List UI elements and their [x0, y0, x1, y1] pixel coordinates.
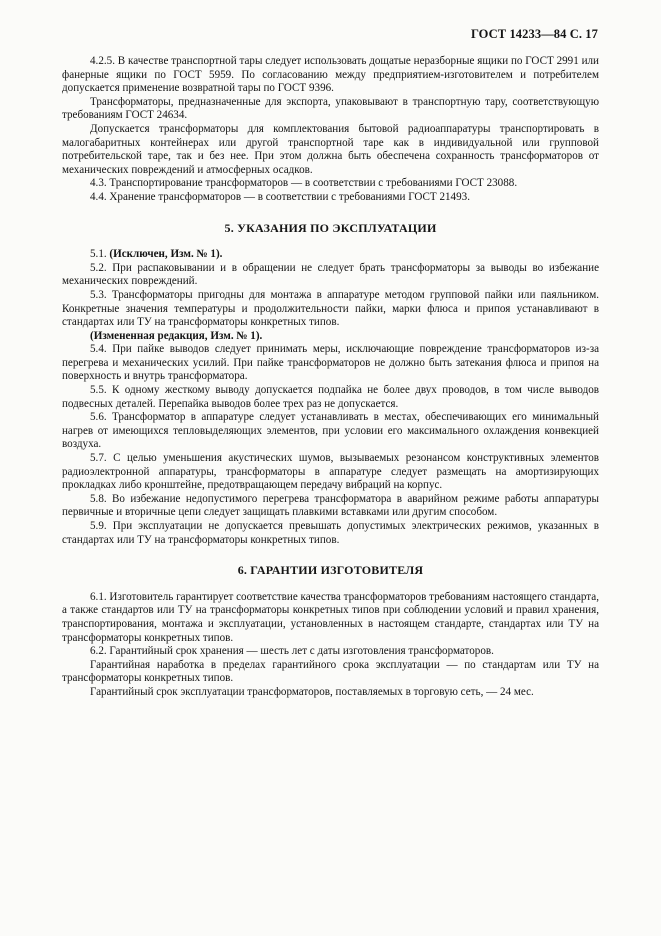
paragraph-5-9: 5.9. При эксплуатации не допускается превышать допустимых электрических режимов, указанных в стандартах или ТУ на трансформаторы конкретных типов.	[62, 520, 599, 546]
paragraph-5-8: 5.8. Во избежание недопустимого перегрева трансформатора в аварийном режиме работы аппаратуры первичные и вторичные цепи следует защищать плавкими вставками или другим способом.	[62, 492, 599, 519]
paragraph-5-1-note: (Исключен, Изм. № 1).	[109, 248, 223, 261]
paragraph-5-2: 5.2. При распаковывании и в обращении не следует брать трансформаторы за выводы во избежание механических повреждений.	[62, 261, 599, 288]
paragraph-warranty-operation: Гарантийная наработка в пределах гарантийного срока эксплуатации — по стандартам или ТУ на трансформаторы конкретных типов.	[62, 658, 599, 685]
page-header: ГОСТ 14233—84 С. 17	[470, 27, 598, 41]
paragraph-4-3: 4.3. Транспортирование трансформаторов — в соответствии с требованиями ГОСТ 23088.	[90, 177, 518, 190]
paragraph-4-2-5: 4.2.5. В качестве транспортной тары следует использовать дощатые неразборные ящики по ГОСТ 2991 или фанерные ящики по ГОСТ 5959. По согласованию между предприятием-изготовителем и потребителем допускается применение возвратной тары по ГОСТ 9396.	[62, 55, 599, 95]
paragraph-6-1: 6.1. Изготовитель гарантирует соответствие качества трансформаторов требованиям настоящего стандарта, а также стандартов или ТУ на трансформаторы конкретных типов при соблюдении условий и правил хранения, транспортирования, монтажа и эксплуатации, установленных в настоящем стандарте, стандартах или ТУ на трансформаторы конкретных типов.	[62, 590, 599, 644]
paragraph-export: Трансформаторы, предназначенные для экспорта, упаковывают в транспортную тару, соответствующую требованиям ГОСТ 24634.	[62, 95, 599, 122]
section-5-heading: 5. УКАЗАНИЯ ПО ЭКСПЛУАТАЦИИ	[224, 220, 437, 235]
paragraph-5-7: 5.7. С целью уменьшения акустических шумов, вызываемых резонансом конструктивных элементов радиоэлектронной аппаратуры, трансформаторы в аппаратуре следует размещать на амортизирующих прокладках либо кронштейне, предотвращающем передачу вибраций на корпус.	[62, 452, 599, 492]
paragraph-5-5: 5.5. К одному жесткому выводу допускается подпайка не более двух проводов, в том числе выводов подвесных деталей. Перепайка выводов более трех раз не допускается.	[62, 384, 599, 410]
paragraph-5-3: 5.3. Трансформаторы пригодны для монтажа в аппаратуре методом групповой пайки или паяльником. Конкретные значения температуры и продолжительности пайки, марки флюса и припоя устанавливают в стандартах или ТУ на трансформаторы конкретных типов.	[62, 288, 599, 329]
paragraph-5-4: 5.4. При пайке выводов следует принимать меры, исключающие повреждение трансформаторов из-за перегрева и механических усилий. При пайке трансформаторов не должно быть затекания флюса и припоя на поверхность и внутрь трансформатора.	[62, 343, 599, 383]
paragraph-warranty-retail: Гарантийный срок эксплуатации трансформаторов, поставляемых в торговую сеть, — 24 мес.	[90, 685, 534, 698]
section-6-heading: 6. ГАРАНТИИ ИЗГОТОВИТЕЛЯ	[237, 563, 424, 578]
amendment-note: (Измененная редакция, Изм. № 1).	[90, 329, 263, 342]
paragraph-5-3-note	[62, 330, 599, 344]
document-body	[62, 55, 599, 700]
paragraph-5-6: 5.6. Трансформатор в аппаратуре следует устанавливать в местах, обеспечивающих его минимальный нагрев от имеющихся тепловыделяющих элементов, при условии его максимального охлаждения конвекцией воздуха.	[62, 411, 599, 451]
paragraph-household: Допускается трансформаторы для комплектования бытовой радиоаппаратуры транспортировать в малогабаритных контейнерах или другой транспортной таре как в индивидуальной или групповой потребительской таре, так и без нее. При этом должна быть обеспечена сохранность трансформаторов от механических повреждений и атмосферных осадков.	[62, 122, 599, 176]
paragraph-5-1	[62, 248, 599, 262]
paragraph-6-2: 6.2. Гарантийный срок хранения — шесть лет с даты изготовления трансформаторов.	[90, 645, 494, 658]
paragraph-5-1-number: 5.1.	[90, 248, 110, 261]
paragraph-4-4: 4.4. Хранение трансформаторов — в соответствии с требованиями ГОСТ 21493.	[90, 190, 470, 203]
